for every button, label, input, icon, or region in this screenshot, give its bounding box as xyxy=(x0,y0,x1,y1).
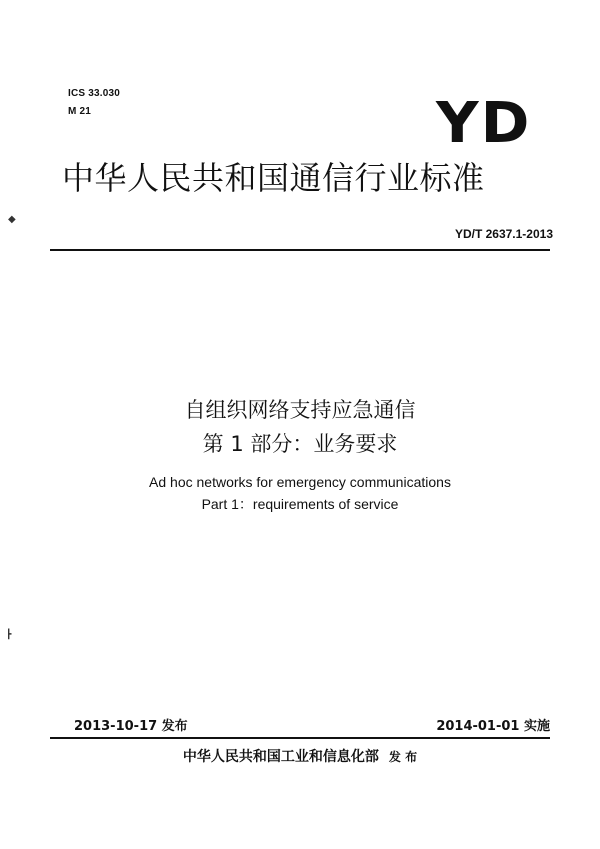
issuer-action: 发 布 xyxy=(388,750,418,764)
ics-code: ICS 33.030 xyxy=(68,88,121,99)
classification-code: M 21 xyxy=(68,106,92,117)
document-title-en-line2: Part 1：requirements of service xyxy=(201,496,399,512)
footer-rule xyxy=(50,737,550,739)
standard-category-title: 中华人民共和国通信行业标准 xyxy=(62,159,485,197)
issue-date: 2013-10-17 发布 xyxy=(74,719,188,734)
standard-number: YD/T 2637.1-2013 xyxy=(454,227,553,241)
issuer-name: 中华人民共和国工业和信息化部 xyxy=(182,749,379,765)
implementation-date: 2014-01-01 实施 xyxy=(436,719,550,734)
yd-logo: YD xyxy=(436,91,532,156)
document-title-cn-line1: 自组织网络支持应急通信 xyxy=(184,398,416,422)
issuing-authority xyxy=(0,746,600,766)
scan-mark: ┣ xyxy=(6,630,12,640)
header-rule xyxy=(50,249,550,251)
document-title-en-line1: Ad hoc networks for emergency communications xyxy=(149,474,451,490)
scan-mark: ◆ xyxy=(8,214,16,225)
document-title-cn-line2: 第 1 部分：业务要求 xyxy=(202,432,398,456)
